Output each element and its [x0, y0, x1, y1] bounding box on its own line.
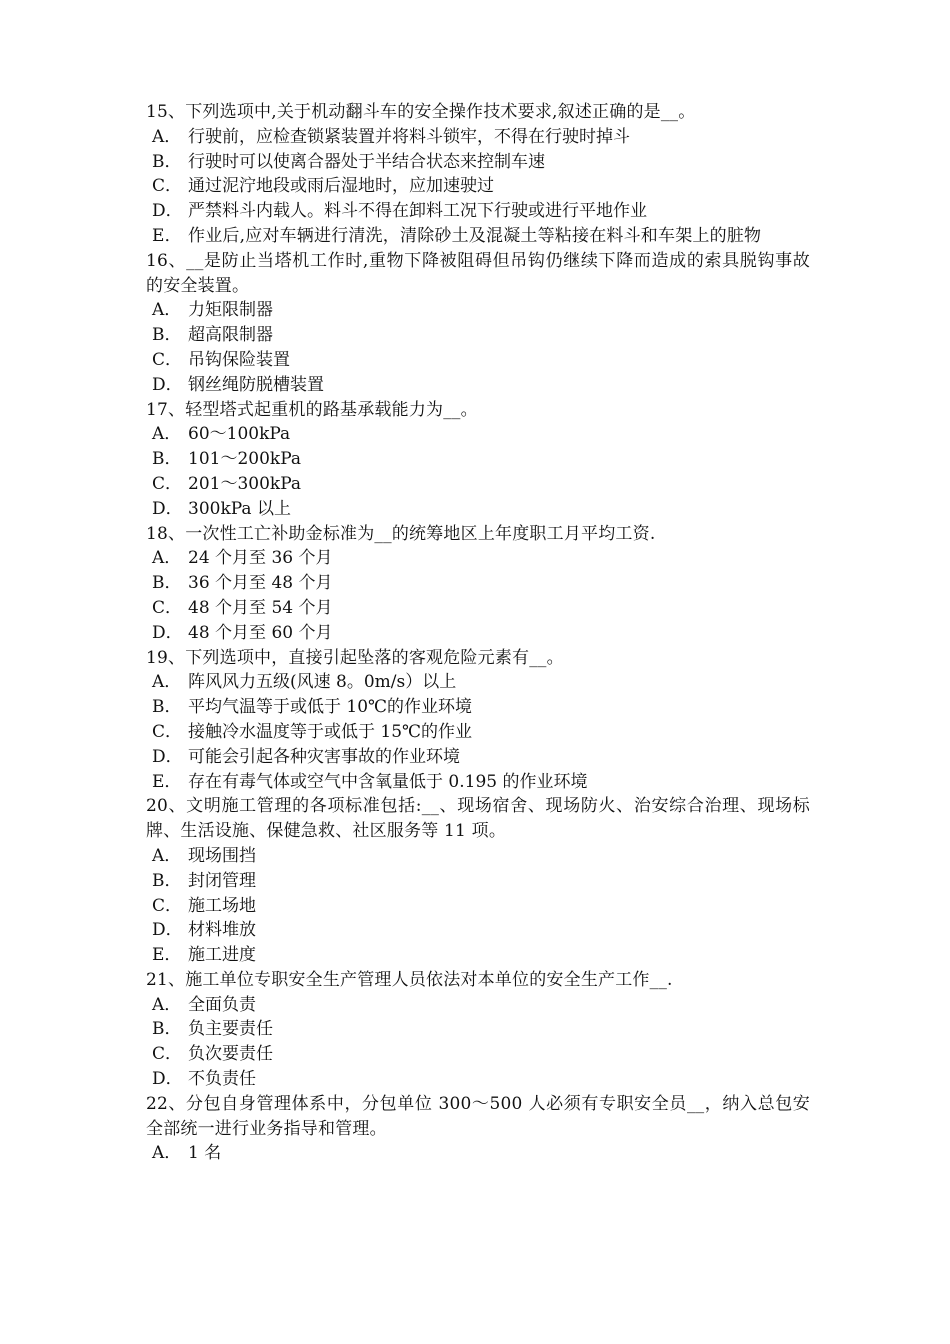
option-text: 平均气温等于或低于 10℃的作业环境: [188, 697, 473, 718]
option-text: 现场围挡: [188, 845, 256, 866]
option-text: 24 个月至 36 个月: [188, 548, 333, 569]
option-letter: D．: [152, 746, 183, 767]
option-b: [146, 571, 810, 596]
option-text: 201～300kPa: [188, 473, 302, 494]
option-text: 超高限制器: [188, 325, 273, 346]
option-c: [146, 348, 810, 373]
option-text: 严禁料斗内载人。料斗不得在卸料工况下行驶或进行平地作业: [188, 201, 647, 222]
option-text: 存在有毒气体或空气中含氧量低于 0.195 的作业环境: [188, 771, 588, 792]
option-a: [146, 546, 810, 571]
option-letter: D．: [152, 374, 183, 395]
option-text: 阵风风力五级(风速 8。0m/s）以上: [188, 672, 457, 693]
option-letter: B．: [152, 325, 182, 346]
option-letter: D．: [152, 201, 183, 222]
option-c: [146, 720, 810, 745]
option-text: 施工场地: [188, 895, 256, 916]
option-letter: A．: [152, 994, 182, 1015]
option-letter: A．: [152, 1143, 182, 1164]
question-20: [146, 794, 810, 968]
question-17: [146, 398, 810, 522]
option-b: [146, 150, 810, 175]
question-21: [146, 968, 810, 1092]
option-text: 1 名: [188, 1143, 222, 1164]
option-letter: C．: [152, 349, 183, 370]
option-text: 负主要责任: [188, 1019, 273, 1040]
option-b: [146, 869, 810, 894]
option-a: [146, 422, 810, 447]
option-text: 可能会引起各种灾害事故的作业环境: [188, 746, 460, 767]
option-b: [146, 695, 810, 720]
option-a: [146, 125, 810, 150]
option-letter: E．: [152, 225, 182, 246]
question-stem: 16、__是防止当塔机工作时,重物下降被阻碍但吊钩仍继续下降而造成的索具脱钩事故的安全装置。: [146, 250, 810, 296]
question-stem: 18、一次性工亡补助金标准为__的统筹地区上年度职工月平均工资.: [146, 523, 656, 544]
option-d: [146, 1067, 810, 1092]
option-a: [146, 844, 810, 869]
option-b: [146, 447, 810, 472]
question-stem: 15、下列选项中,关于机动翻斗车的安全操作技术要求,叙述正确的是__。: [146, 102, 696, 122]
option-a: [146, 1141, 810, 1166]
option-d: [146, 373, 810, 398]
option-letter: B．: [152, 573, 182, 594]
option-d: [146, 918, 810, 943]
option-text: 101～200kPa: [188, 449, 302, 470]
option-e: [146, 943, 810, 968]
question-stem: 22、分包自身管理体系中，分包单位 300～500 人必须有专职安全员__，纳入总包安全部统一进行业务指导和管理。: [146, 1093, 810, 1139]
option-letter: D．: [152, 498, 183, 519]
question-stem: 21、施工单位专职安全生产管理人员依法对本单位的安全生产工作__.: [146, 969, 673, 990]
option-c: [146, 596, 810, 621]
question-stem: 19、下列选项中，直接引起坠落的客观危险元素有__。: [146, 647, 564, 668]
option-text: 全面负责: [188, 994, 256, 1015]
option-letter: D．: [152, 622, 183, 643]
option-e: [146, 770, 810, 795]
option-letter: C．: [152, 895, 183, 916]
option-letter: B．: [152, 1019, 182, 1040]
question-15: [146, 100, 810, 249]
question-22: [146, 1092, 810, 1166]
option-c: [146, 472, 810, 497]
option-text: 作业后,应对车辆进行清洗，清除砂土及混凝土等粘接在料斗和车架上的脏物: [188, 225, 762, 246]
option-text: 材料堆放: [188, 920, 256, 941]
option-text: 接触冷水温度等于或低于 15℃的作业: [188, 721, 473, 742]
question-stem: 20、文明施工管理的各项标准包括:__、现场宿舍、现场防火、治安综合治理、现场标牌、生活设施、保健急救、社区服务等 11 项。: [146, 796, 810, 842]
option-letter: A．: [152, 424, 182, 445]
option-text: 行驶时可以使离合器处于半结合状态来控制车速: [188, 151, 545, 172]
option-text: 36 个月至 48 个月: [188, 573, 333, 594]
option-letter: C．: [152, 721, 183, 742]
option-c: [146, 174, 810, 199]
option-letter: D．: [152, 1069, 183, 1090]
option-letter: A．: [152, 300, 182, 321]
question-19: [146, 646, 810, 795]
option-letter: B．: [152, 870, 182, 891]
question-18: [146, 522, 810, 646]
question-16: [146, 249, 810, 398]
option-a: [146, 670, 810, 695]
option-d: [146, 621, 810, 646]
option-text: 不负责任: [188, 1069, 256, 1090]
option-letter: C．: [152, 1044, 183, 1065]
option-text: 48 个月至 60 个月: [188, 622, 333, 643]
option-d: [146, 199, 810, 224]
option-text: 60～100kPa: [188, 424, 291, 445]
option-letter: C．: [152, 176, 183, 197]
option-text: 吊钩保险装置: [188, 349, 290, 370]
option-b: [146, 1017, 810, 1042]
option-text: 负次要责任: [188, 1044, 273, 1065]
option-c: [146, 894, 810, 919]
option-letter: C．: [152, 597, 183, 618]
option-letter: B．: [152, 151, 182, 172]
exam-page: [146, 100, 810, 1166]
question-stem: 17、轻型塔式起重机的路基承载能力为__。: [146, 399, 478, 420]
option-text: 48 个月至 54 个月: [188, 597, 333, 618]
option-text: 300kPa 以上: [188, 498, 291, 519]
option-letter: A．: [152, 126, 182, 147]
option-b: [146, 323, 810, 348]
option-d: [146, 745, 810, 770]
option-text: 行驶前，应检查锁紧装置并将料斗锁牢，不得在行驶时掉斗: [188, 126, 630, 147]
option-text: 封闭管理: [188, 870, 256, 891]
option-text: 钢丝绳防脱槽装置: [188, 374, 324, 395]
option-letter: B．: [152, 449, 182, 470]
option-text: 施工进度: [188, 945, 256, 966]
option-d: [146, 497, 810, 522]
option-letter: A．: [152, 845, 182, 866]
option-text: 力矩限制器: [188, 300, 273, 321]
option-e: [146, 224, 810, 249]
option-letter: A．: [152, 672, 182, 693]
option-letter: E．: [152, 945, 182, 966]
option-letter: A．: [152, 548, 182, 569]
option-letter: E．: [152, 771, 182, 792]
option-letter: C．: [152, 473, 183, 494]
option-letter: B．: [152, 697, 182, 718]
option-letter: D．: [152, 920, 183, 941]
option-text: 通过泥泞地段或雨后湿地时，应加速驶过: [188, 176, 494, 197]
option-c: [146, 1042, 810, 1067]
option-a: [146, 298, 810, 323]
option-a: [146, 993, 810, 1018]
